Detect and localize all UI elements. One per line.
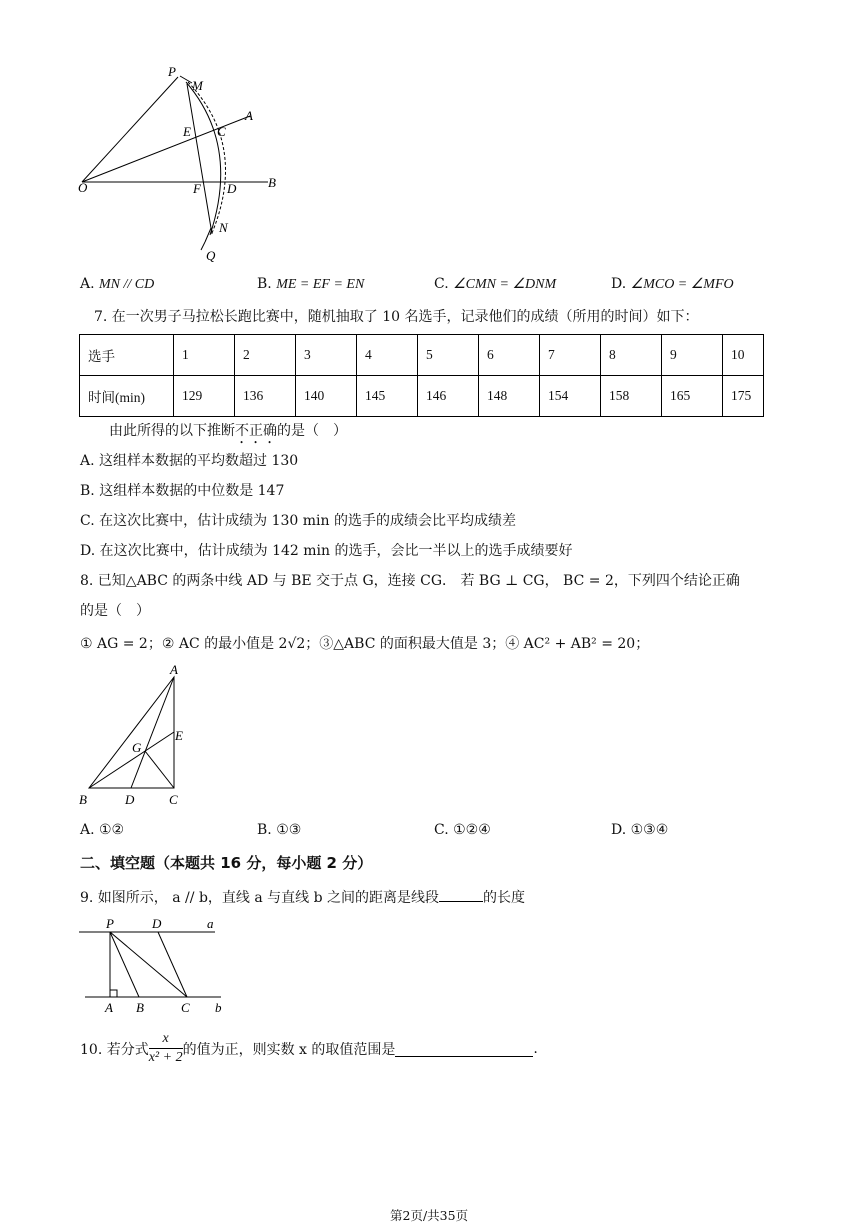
q8-option-b: B. ①③: [257, 822, 302, 838]
table-cell: 5: [418, 335, 479, 376]
q8-stem-line1: 8. 已知△ABC 的两条中线 AD 与 BE 交于点 G，连接 CG． 若 BG ⊥ CG， BC = 2，下列四个结论正确: [80, 573, 740, 589]
q8-conclusions: ① AG = 2；② AC 的最小值是 2√2；③△ABC 的面积最大值是 3；④ AC² + AB² = 20；: [80, 636, 650, 652]
label-D: D: [152, 916, 162, 931]
label-D: D: [227, 181, 237, 196]
label-b: b: [215, 1000, 222, 1015]
q7-option-c: C. 在这次比赛中，估计成绩为 130 min 的选手的成绩会比平均成绩差: [80, 513, 516, 529]
label-P: P: [106, 916, 114, 931]
table-cell: 146: [418, 376, 479, 417]
label-D: D: [125, 792, 135, 807]
table-row: [80, 376, 764, 417]
q7-prompt: 由此所得的以下推断不正确的是（ ）: [109, 423, 347, 439]
label-E: E: [183, 124, 191, 139]
label-C: C: [181, 1000, 190, 1015]
table-cell: 8: [601, 335, 662, 376]
label-F: F: [193, 181, 201, 196]
page-footer: 第2页/共35页: [390, 1208, 469, 1223]
q7-stem: 7. 在一次男子马拉松长跑比赛中，随机抽取了 10 名选手，记录他们的成绩（所用的时间）如下：: [94, 309, 699, 325]
table-cell: 148: [479, 376, 540, 417]
answer-blank[interactable]: [395, 1040, 533, 1057]
q6-option-a: A. MN // CD: [80, 276, 155, 292]
table-cell: 154: [540, 376, 601, 417]
table-cell: 3: [296, 335, 357, 376]
label-C: C: [217, 124, 226, 139]
q7-option-b: B. 这组样本数据的中位数是 147: [80, 483, 285, 499]
answer-blank[interactable]: [439, 887, 483, 902]
label-P: P: [168, 64, 176, 79]
table-cell: 10: [723, 335, 764, 376]
label-O: O: [78, 180, 88, 195]
label-B: B: [79, 792, 87, 807]
label-Q: Q: [206, 248, 216, 263]
label-A: A: [245, 108, 253, 123]
label-E: E: [175, 728, 183, 743]
label-C: C: [169, 792, 178, 807]
label-G: G: [132, 740, 142, 755]
q9-figure: [75, 910, 235, 1020]
q6-option-d: D. ∠MCO = ∠MFO: [611, 276, 734, 292]
table-header-cell: 选手: [80, 335, 174, 376]
label-B: B: [268, 175, 276, 190]
table-cell: 165: [662, 376, 723, 417]
label-M: M: [192, 78, 203, 93]
q8-option-c: C. ①②④: [434, 822, 491, 838]
table-cell: 145: [357, 376, 418, 417]
table-cell: 9: [662, 335, 723, 376]
q8-figure: [75, 660, 205, 810]
table-cell: 1: [174, 335, 235, 376]
table-cell: 129: [174, 376, 235, 417]
section-heading: 二、填空题（本题共 16 分，每小题 2 分）: [80, 854, 373, 872]
fraction: $\frac{x}{\text{x² + 2}}$: [148, 1031, 183, 1065]
table-cell: 140: [296, 376, 357, 417]
table-cell: 2: [235, 335, 296, 376]
q6-figure: [70, 60, 290, 270]
table-cell: 175: [723, 376, 764, 417]
table-header-cell: 时间(min): [80, 376, 174, 417]
label-N: N: [219, 220, 228, 235]
table-cell: 7: [540, 335, 601, 376]
q6-option-c: C. ∠CMN = ∠DNM: [434, 276, 557, 292]
q8-option-d: D. ①③④: [611, 822, 669, 838]
q7-option-a: A. 这组样本数据的平均数超过 130: [80, 453, 299, 469]
q8-stem-line2: 的是（ ）: [80, 603, 150, 619]
label-A: A: [170, 662, 178, 677]
table-cell: 158: [601, 376, 662, 417]
q7-option-d: D. 在这次比赛中，估计成绩为 142 min 的选手，会比一半以上的选手成绩要好: [80, 543, 573, 559]
table-row: [80, 335, 764, 376]
q6-option-b: B. ME = EF = EN: [257, 276, 365, 292]
q10-stem: 10. 若分式 $\frac{x}{\text{x² + 2}}$ 的值为正，则实数 x 的取值范围是 .: [80, 1031, 538, 1065]
table-cell: 6: [479, 335, 540, 376]
q8-option-a: A. ①②: [80, 822, 125, 838]
label-A: A: [105, 1000, 113, 1015]
table-cell: 4: [357, 335, 418, 376]
table-cell: 136: [235, 376, 296, 417]
q7-table: [79, 334, 764, 417]
label-a: a: [207, 916, 214, 931]
label-B: B: [136, 1000, 144, 1015]
q9-stem: 9. 如图所示， a // b，直线 a 与直线 b 之间的距离是线段 的长度: [80, 887, 525, 907]
